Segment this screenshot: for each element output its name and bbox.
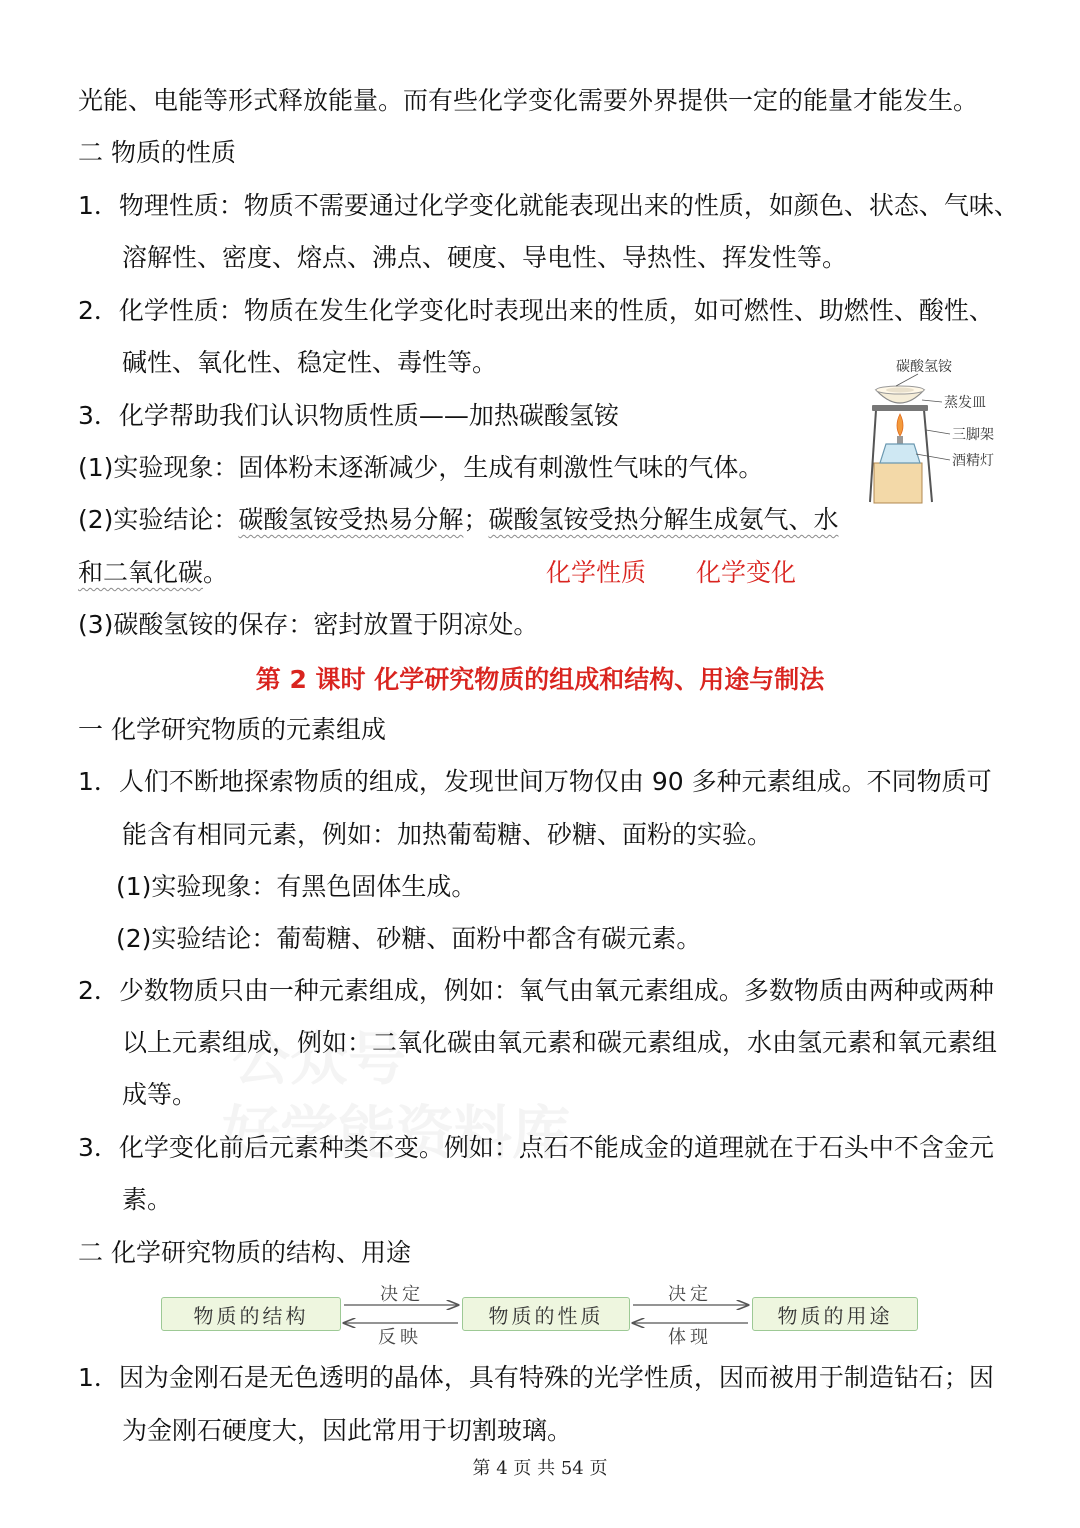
conclusion-part-c: 和二氧化碳 [78, 558, 204, 587]
text-line: 1．因为金刚石是无色透明的晶体，具有特殊的光学性质，因而被用于制造钻石；因 [78, 1363, 994, 1392]
text-line: 能含有相同元素，例如：加热葡萄糖、砂糖、面粉的实验。 [122, 820, 773, 849]
text-line: 溶解性、密度、熔点、沸点、硬度、导电性、导热性、挥发性等。 [122, 243, 848, 272]
label-alcohol-lamp: 酒精灯 [952, 453, 994, 469]
section-heading: 一 化学研究物质的元素组成 [78, 715, 386, 744]
text-line: 碱性、氧化性、稳定性、毒性等。 [122, 348, 498, 377]
arrow2-bottom-label: 体现 [668, 1327, 712, 1348]
conclusion-part-b: 碳酸氢铵受热分解生成氨气、水 [488, 505, 839, 534]
text-line: 为金刚石硬度大，因此常用于切割玻璃。 [122, 1416, 573, 1445]
flow-box-structure: 物质的结构 [161, 1297, 341, 1331]
text-line: 以上元素组成，例如：二氧化碳由氧元素和碳元素组成，水由氢元素和氧元素组 [122, 1028, 998, 1057]
text-line: (2)实验结论：葡萄糖、砂糖、面粉中都含有碳元素。 [116, 924, 702, 953]
label-ammonium-bicarbonate: 碳酸氢铵 [896, 359, 952, 375]
flame [897, 414, 903, 436]
wooden-block [874, 463, 922, 503]
arrow1-bottom-label: 反映 [378, 1327, 422, 1348]
text-line: 3．化学变化前后元素种类不变。例如：点石不能成金的道理就在于石头中不含金元 [78, 1133, 994, 1162]
red-annotation-property: 化学性质 [546, 558, 647, 587]
text-line: 2．少数物质只由一种元素组成，例如：氧气由氧元素组成。多数物质由两种或两种 [78, 976, 994, 1005]
section-title: 第 2 课时 化学研究物质的组成和结构、用途与制法 [255, 665, 825, 694]
heating-apparatus-illustration [862, 350, 1022, 510]
text-line: (1)实验现象：固体粉末逐渐减少，生成有刺激性气味的气体。 [78, 453, 764, 482]
text-line: (1)实验现象：有黑色固体生成。 [116, 872, 477, 901]
ammonium-bicarbonate-powder [886, 388, 914, 393]
label-tripod: 三脚架 [952, 427, 994, 443]
text-line: (3)碳酸氢铵的保存：密封放置于阴凉处。 [78, 610, 539, 639]
arrow2-top-label: 决定 [668, 1284, 712, 1305]
section-heading: 二 物质的性质 [78, 138, 236, 167]
conclusion-separator: ； [463, 505, 489, 534]
text-line: 素。 [122, 1185, 173, 1214]
arrow1-top-label: 决定 [380, 1284, 424, 1305]
text-line: 1．物理性质：物质不需要通过化学变化就能表现出来的性质，如颜色、状态、气味、 [78, 191, 1019, 220]
text-line: 3．化学帮助我们认识物质性质——加热碳酸氢铵 [78, 401, 619, 430]
conclusion-end: 。 [203, 558, 229, 587]
flow-box-use: 物质的用途 [752, 1297, 918, 1331]
label-evaporating-dish: 蒸发皿 [944, 395, 986, 411]
text-line: 成等。 [122, 1080, 198, 1109]
alcohol-lamp [880, 444, 920, 463]
text-line: 光能、电能等形式释放能量。而有些化学变化需要外界提供一定的能量才能发生。 [78, 86, 979, 115]
text-line: 1．人们不断地探索物质的组成，发现世间万物仅由 90 多种元素组成。不同物质可 [78, 767, 992, 796]
red-annotation-change: 化学变化 [696, 558, 797, 587]
flow-box-property: 物质的性质 [462, 1297, 630, 1331]
tripod-ring [872, 405, 928, 411]
conclusion-part-a: 碳酸氢铵受热易分解 [238, 505, 464, 534]
conclusion-prefix: (2)实验结论： [78, 505, 239, 534]
page-footer: 第 4 页 共 54 页 [472, 1458, 608, 1479]
section-heading: 二 化学研究物质的结构、用途 [78, 1238, 411, 1267]
text-line: 2．化学性质：物质在发生化学变化时表现出来的性质，如可燃性、助燃性、酸性、 [78, 296, 994, 325]
